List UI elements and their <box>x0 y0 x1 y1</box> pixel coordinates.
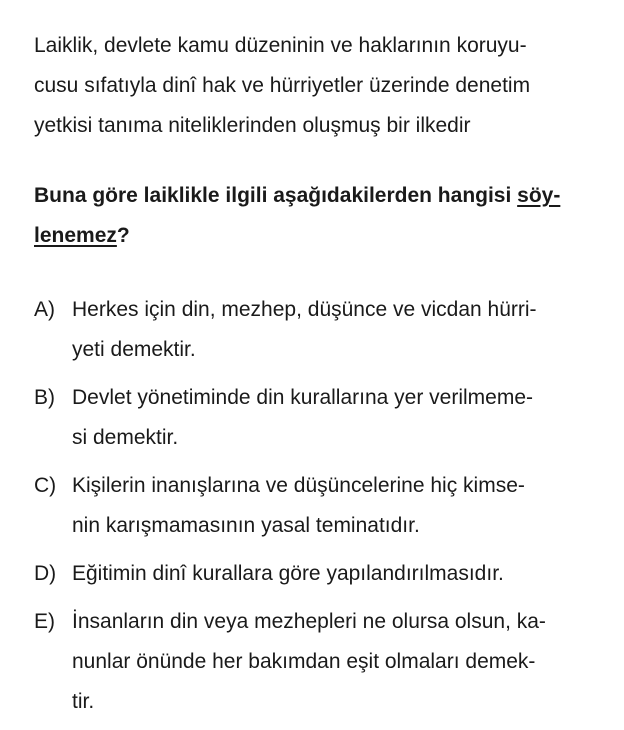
option-letter: E) <box>34 610 55 633</box>
option-line: nin karışmamasının yasal teminatıdır. <box>72 514 420 537</box>
answer-options <box>34 290 594 722</box>
question-line <box>34 216 594 256</box>
question-line <box>34 176 594 216</box>
option-line: tir. <box>72 690 95 713</box>
option-line: nunlar önünde her bakımdan eşit olmaları demek- <box>72 650 536 673</box>
question-underlined-word: söy- <box>517 184 561 207</box>
option-e[interactable] <box>34 602 594 722</box>
option-letter: B) <box>34 386 55 409</box>
passage-line: cusu sıfatıyla dinî hak ve hürriyetler üzerinde denetim <box>34 74 531 97</box>
option-a[interactable] <box>34 290 594 370</box>
option-c[interactable] <box>34 466 594 546</box>
option-letter: D) <box>34 562 57 585</box>
option-line: Kişilerin inanışlarına ve düşüncelerine hiç kimse- <box>72 474 525 497</box>
question-prefix: Buna göre laiklikle ilgili aşağıdakilerden hangisi <box>34 184 518 207</box>
option-text <box>72 466 525 546</box>
option-line: Eğitimin dinî kurallara göre yapılandırılmasıdır. <box>72 562 504 585</box>
option-d[interactable] <box>34 554 594 594</box>
passage-line: yetkisi tanıma niteliklerinden oluşmuş bir ilkedir <box>34 114 471 137</box>
option-text <box>72 290 537 370</box>
option-text <box>72 554 504 594</box>
option-letter: C) <box>34 474 57 497</box>
question-underlined-word: lenemez <box>34 224 117 247</box>
option-line: Devlet yönetiminde din kurallarına yer verilmeme- <box>72 386 534 409</box>
question-suffix: ? <box>116 224 130 247</box>
option-line: İnsanların din veya mezhepleri ne olursa olsun, ka- <box>72 610 546 633</box>
passage-text <box>34 26 594 146</box>
option-b[interactable] <box>34 378 594 458</box>
option-line: si demektir. <box>72 426 179 449</box>
passage-line: Laiklik, devlete kamu düzeninin ve haklarının koruyu- <box>34 34 527 57</box>
option-text <box>72 602 546 722</box>
option-letter: A) <box>34 298 55 321</box>
question-card <box>34 26 594 730</box>
question-stem <box>34 176 594 256</box>
option-line: yeti demektir. <box>72 338 196 361</box>
option-line: Herkes için din, mezhep, düşünce ve vicdan hürri- <box>72 298 537 321</box>
option-text <box>72 378 533 458</box>
